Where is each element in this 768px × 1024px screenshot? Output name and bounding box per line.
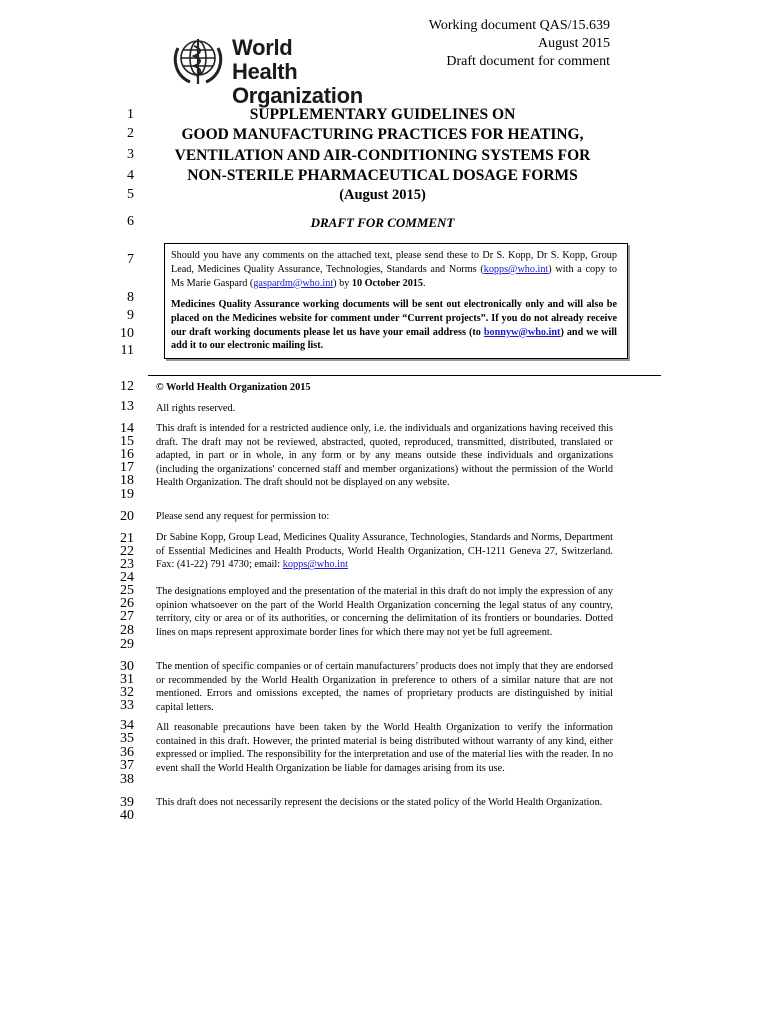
line-number: 18: [120, 473, 134, 488]
line-number: 34: [120, 718, 134, 733]
line-number: 19: [120, 487, 134, 502]
line-number: 3: [127, 147, 134, 162]
title-line: VENTILATION AND AIR-CONDITIONING SYSTEMS FOR: [174, 147, 591, 164]
line-number: 1: [127, 107, 134, 122]
title-date: (August 2015): [339, 187, 426, 203]
line-number: 29: [120, 637, 134, 652]
section-divider: [148, 375, 661, 376]
mailing-list-notice: Medicines Quality Assurance working documents will be sent out electronically only and will also be placed on the Medicines website for comment under “Current projects”. If you do not already receive our draft working documents please let us have your email address (to bonnyw@who.int) and we will add it to our electronic mailing list.: [171, 299, 618, 352]
line-number: 7: [127, 252, 134, 267]
restricted-audience-paragraph: This draft is intended for a restricted audience only, i.e. the individuals and organizations having received this draft. The draft may not be reviewed, abstracted, quoted, reproduced, transmitted, distributed, translated or adapted, in part or in whole, in any form or by any means outside these individuals and organizations (including the organizations' concerned staff and member organizations) without the permission of the World Health Organization. The draft should not be displayed on any website.: [156, 423, 613, 489]
line-number: 40: [120, 808, 134, 823]
line-number: 9: [127, 308, 134, 323]
title-line: GOOD MANUFACTURING PRACTICES FOR HEATING,: [181, 126, 584, 143]
line-number: 32: [120, 685, 134, 700]
line-number: 17: [120, 460, 134, 475]
document-status: Draft document for comment: [446, 54, 610, 69]
line-number: 27: [120, 609, 134, 624]
copyright-notice: © World Health Organization 2015: [156, 382, 311, 393]
draft-label: DRAFT FOR COMMENT: [310, 215, 455, 230]
line-number: 14: [120, 421, 134, 436]
line-number: 25: [120, 583, 134, 598]
designations-paragraph: The designations employed and the presentation of the material in this draft do not imply the expression of any opinion whatsoever on the part of the World Health Organization concerning the legal status of any country, territory, city or area or of its authorities, or concerning the delimitation of its frontiers or boundaries. Dotted lines on maps represent approximate border lines for which there may not yet be full agreement.: [156, 586, 613, 638]
permission-request-paragraph: Please send any request for permission to:: [156, 511, 330, 522]
line-number: 20: [120, 509, 134, 524]
line-number: 38: [120, 772, 134, 787]
line-number: 21: [120, 531, 134, 546]
line-number: 12: [120, 379, 134, 394]
line-number: 26: [120, 596, 134, 611]
line-number: 24: [120, 570, 134, 585]
line-number: 37: [120, 758, 134, 773]
line-number: 4: [127, 168, 134, 183]
logo-wordmark: World Health Organization: [232, 35, 363, 108]
email-link-bonnyw[interactable]: bonnyw@who.int: [483, 326, 561, 338]
line-number: 11: [120, 343, 134, 358]
line-number: 22: [120, 544, 134, 559]
line-number: 31: [120, 672, 134, 687]
line-number: 5: [127, 187, 134, 202]
line-number: 6: [127, 214, 134, 229]
line-number: 8: [127, 290, 134, 305]
line-number: 16: [120, 447, 134, 462]
companies-mention-paragraph: The mention of specific companies or of certain manufacturers’ products does not imply that they are endorsed or recommended by the World Health Organization in preference to others of a similar nature that are not mentioned. Errors and omissions excepted, the names of proprietary products are distinguished by initial capital letters.: [156, 661, 613, 713]
line-number: 39: [120, 795, 134, 810]
email-link-kopps[interactable]: kopps@who.int: [483, 263, 549, 275]
line-number: 30: [120, 659, 134, 674]
line-number: 36: [120, 745, 134, 760]
contact-address-paragraph: Dr Sabine Kopp, Group Lead, Medicines Quality Assurance, Technologies, Standards and Norms, Department of Essential Medicines and Health Products, World Health Organization, CH-1211 Geneva 27, Switzerland. Fax: (41-22) 791 4730; email: kopps@who.int: [156, 532, 613, 571]
line-number: 28: [120, 623, 134, 638]
deadline-date: 10 October 2015: [351, 277, 423, 289]
document-date: August 2015: [538, 36, 610, 51]
line-number: 2: [127, 126, 134, 141]
rights-reserved: All rights reserved.: [156, 403, 236, 414]
email-link-gaspardm[interactable]: gaspardm@who.int: [253, 277, 334, 289]
title-line: NON-STERILE PHARMACEUTICAL DOSAGE FORMS: [187, 167, 578, 184]
line-number: 15: [120, 434, 134, 449]
who-emblem-icon: [168, 34, 228, 90]
line-number: 33: [120, 698, 134, 713]
line-number: 10: [120, 326, 134, 341]
precautions-paragraph: All reasonable precautions have been taken by the World Health Organization to verify the information contained in this draft. However, the printed material is being distributed without warranty of any kind, either expressed or implied. The responsibility for the interpretation and use of the material lies with the reader. In no event shall the World Health Organization be liable for damages arising from its use.: [156, 722, 613, 774]
title-line: SUPPLEMENTARY GUIDELINES ON: [249, 106, 516, 123]
line-number: 23: [120, 557, 134, 572]
document-code: Working document QAS/15.639: [428, 18, 610, 33]
line-number: 13: [120, 399, 134, 414]
who-logo: [168, 34, 363, 108]
comment-instructions: Should you have any comments on the attached text, please send these to Dr S. Kopp, Dr S. Kopp, Group Lead, Medicines Quality Assurance, Technologies, Standards and Norms (kopps@who.int) with a copy to Ms Marie Gaspard (gaspardm@who.int) by 10 October 2015.: [171, 250, 617, 289]
policy-disclaimer-paragraph: This draft does not necessarily represent the decisions or the stated policy of the World Health Organization.: [156, 797, 603, 808]
line-number: 35: [120, 731, 134, 746]
email-link-kopps-contact[interactable]: kopps@who.int: [282, 559, 348, 571]
